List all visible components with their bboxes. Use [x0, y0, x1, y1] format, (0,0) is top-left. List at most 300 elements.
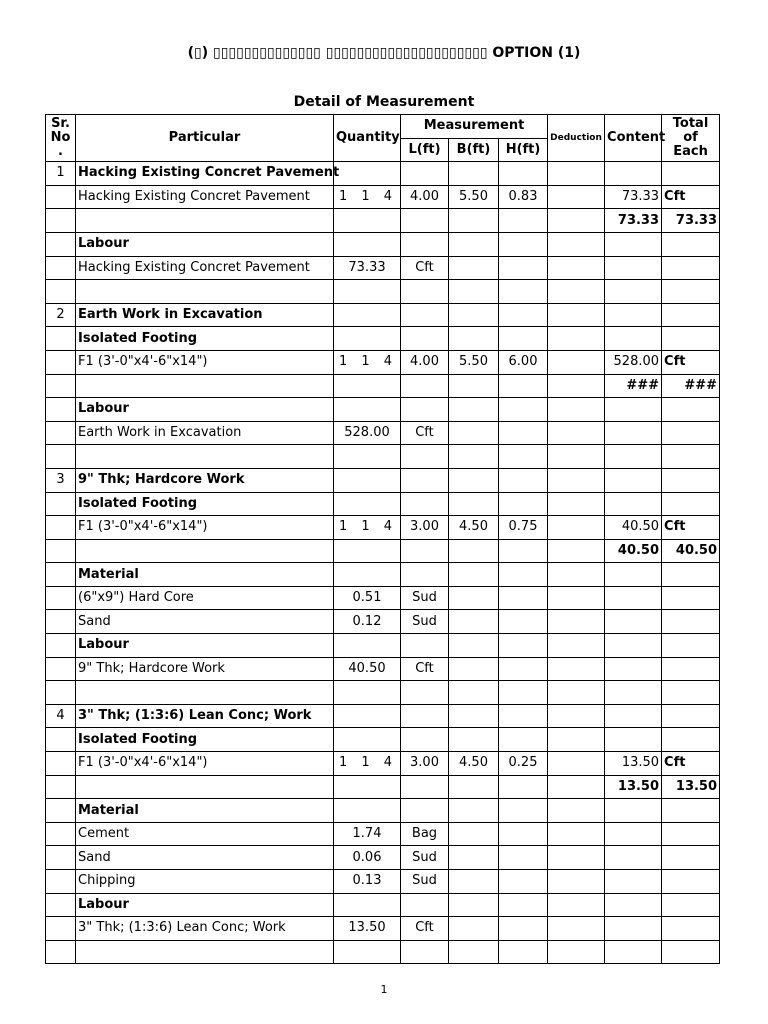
- sr-no-cell: [46, 657, 76, 681]
- total-cell: [662, 704, 720, 728]
- content-cell: [605, 492, 662, 516]
- table-row: [46, 468, 720, 492]
- content-cell: [605, 940, 662, 964]
- content-cell: [605, 280, 662, 304]
- quantity-factor: 1: [339, 519, 348, 535]
- breadth-cell: [449, 799, 499, 823]
- total-cell: [662, 657, 720, 681]
- height-cell: [499, 209, 548, 233]
- table-title: Detail of Measurement: [293, 94, 475, 110]
- height-cell: [499, 799, 548, 823]
- particular-cell: [76, 681, 334, 705]
- deduction-cell: [548, 539, 605, 563]
- deduction-cell: [548, 185, 605, 209]
- particular-cell: Sand: [76, 846, 334, 870]
- quantity-cell: [334, 398, 401, 422]
- length-cell: 3.00: [401, 516, 449, 540]
- height-cell: [499, 256, 548, 280]
- page-title: (▯) ▯▯▯▯▯▯▯▯▯▯▯▯▯▯ ▯▯▯▯▯▯▯▯▯▯▯▯▯▯▯▯▯▯▯▯▯ OPTION (1): [187, 45, 581, 61]
- content-cell: 40.50: [605, 539, 662, 563]
- table-row: [46, 374, 720, 398]
- quantity-cell: [334, 374, 401, 398]
- breadth-cell: [449, 893, 499, 917]
- total-cell: [662, 445, 720, 469]
- sr-no-cell: [46, 232, 76, 256]
- quantity-cell: 73.33: [334, 256, 401, 280]
- content-cell: [605, 893, 662, 917]
- particular-cell: Hacking Existing Concret Pavement: [76, 256, 334, 280]
- total-cell: [662, 799, 720, 823]
- table-row: [46, 681, 720, 705]
- sr-no-cell: [46, 822, 76, 846]
- height-cell: [499, 327, 548, 351]
- breadth-cell: [449, 374, 499, 398]
- quantity-factors: [336, 755, 398, 771]
- sr-no-cell: [46, 752, 76, 776]
- length-cell: [401, 445, 449, 469]
- quantity-cell: [334, 209, 401, 233]
- header-particular: Particular: [76, 115, 334, 162]
- quantity-factor: 4: [383, 519, 392, 535]
- breadth-cell: [449, 704, 499, 728]
- sr-no-cell: [46, 445, 76, 469]
- breadth-cell: [449, 398, 499, 422]
- height-cell: [499, 704, 548, 728]
- breadth-cell: 4.50: [449, 516, 499, 540]
- sr-no-cell: [46, 492, 76, 516]
- length-cell: 4.00: [401, 350, 449, 374]
- table-row: [46, 822, 720, 846]
- breadth-cell: [449, 162, 499, 186]
- particular-cell: [76, 209, 334, 233]
- table-row: [46, 586, 720, 610]
- height-cell: [499, 822, 548, 846]
- unit-cell: Sud: [401, 846, 449, 870]
- particular-cell: [76, 280, 334, 304]
- particular-cell: [76, 940, 334, 964]
- breadth-cell: [449, 468, 499, 492]
- table-row: [46, 350, 720, 374]
- length-cell: [401, 492, 449, 516]
- particular-cell: Labour: [76, 232, 334, 256]
- breadth-cell: [449, 209, 499, 233]
- deduction-cell: [548, 799, 605, 823]
- particular-cell: Hacking Existing Concret Pavement: [76, 185, 334, 209]
- quantity-cell: [334, 728, 401, 752]
- breadth-cell: [449, 280, 499, 304]
- total-cell: [662, 893, 720, 917]
- particular-cell: F1 (3'-0"x4'-6"x14"): [76, 516, 334, 540]
- sr-no-cell: [46, 374, 76, 398]
- particular-cell: [76, 374, 334, 398]
- content-cell: 13.50: [605, 752, 662, 776]
- deduction-cell: [548, 870, 605, 894]
- height-cell: [499, 232, 548, 256]
- height-cell: [499, 398, 548, 422]
- deduction-cell: [548, 516, 605, 540]
- particular-cell: (6"x9") Hard Core: [76, 586, 334, 610]
- breadth-cell: [449, 940, 499, 964]
- quantity-cell: [334, 752, 401, 776]
- sr-no-cell: [46, 799, 76, 823]
- height-cell: [499, 846, 548, 870]
- length-cell: [401, 728, 449, 752]
- sr-no-cell: [46, 870, 76, 894]
- deduction-cell: [548, 374, 605, 398]
- length-cell: [401, 634, 449, 658]
- header-sr-no: Sr. No .: [46, 115, 76, 162]
- sr-no-cell: 3: [46, 468, 76, 492]
- total-cell: [662, 822, 720, 846]
- quantity-factor: 1: [339, 755, 348, 771]
- content-cell: [605, 870, 662, 894]
- sr-no-cell: [46, 917, 76, 941]
- height-cell: [499, 728, 548, 752]
- content-cell: [605, 586, 662, 610]
- breadth-cell: [449, 822, 499, 846]
- content-cell: [605, 657, 662, 681]
- quantity-cell: [334, 516, 401, 540]
- unit-cell: Bag: [401, 822, 449, 846]
- total-cell: [662, 917, 720, 941]
- height-cell: [499, 280, 548, 304]
- deduction-cell: [548, 822, 605, 846]
- quantity-cell: [334, 445, 401, 469]
- sr-no-cell: [46, 586, 76, 610]
- total-cell: Cft: [662, 752, 720, 776]
- length-cell: [401, 563, 449, 587]
- quantity-cell: [334, 893, 401, 917]
- breadth-cell: [449, 327, 499, 351]
- breadth-cell: [449, 492, 499, 516]
- total-cell: [662, 563, 720, 587]
- total-cell: Cft: [662, 350, 720, 374]
- content-cell: [605, 327, 662, 351]
- quantity-factors: [336, 354, 398, 370]
- content-cell: [605, 445, 662, 469]
- breadth-cell: 4.50: [449, 752, 499, 776]
- table-row: [46, 327, 720, 351]
- deduction-cell: [548, 445, 605, 469]
- header-h: H(ft): [499, 138, 548, 162]
- content-cell: [605, 917, 662, 941]
- height-cell: [499, 539, 548, 563]
- length-cell: [401, 681, 449, 705]
- table-row: [46, 516, 720, 540]
- total-cell: [662, 492, 720, 516]
- height-cell: 6.00: [499, 350, 548, 374]
- height-cell: 0.75: [499, 516, 548, 540]
- quantity-cell: [334, 492, 401, 516]
- breadth-cell: [449, 586, 499, 610]
- total-cell: [662, 586, 720, 610]
- content-cell: [605, 162, 662, 186]
- quantity-cell: [334, 280, 401, 304]
- sr-no-cell: [46, 681, 76, 705]
- height-cell: [499, 657, 548, 681]
- total-cell: [662, 303, 720, 327]
- breadth-cell: [449, 846, 499, 870]
- quantity-cell: [334, 775, 401, 799]
- deduction-cell: [548, 162, 605, 186]
- deduction-cell: [548, 681, 605, 705]
- table-row: [46, 492, 720, 516]
- table-row: [46, 870, 720, 894]
- total-cell: 40.50: [662, 539, 720, 563]
- breadth-cell: 5.50: [449, 350, 499, 374]
- header-row: [46, 115, 720, 139]
- table-row: [46, 893, 720, 917]
- quantity-factor: 1: [339, 189, 348, 205]
- particular-cell: Labour: [76, 634, 334, 658]
- deduction-cell: [548, 893, 605, 917]
- quantity-cell: [334, 539, 401, 563]
- height-cell: [499, 775, 548, 799]
- table-row: [46, 940, 720, 964]
- unit-cell: Sud: [401, 586, 449, 610]
- deduction-cell: [548, 657, 605, 681]
- breadth-cell: [449, 634, 499, 658]
- sr-no-cell: [46, 516, 76, 540]
- table-row: [46, 610, 720, 634]
- particular-cell: Labour: [76, 893, 334, 917]
- sr-no-cell: [46, 209, 76, 233]
- table-row: [46, 799, 720, 823]
- breadth-cell: [449, 256, 499, 280]
- total-cell: [662, 421, 720, 445]
- page-number: 1: [380, 983, 388, 996]
- deduction-cell: [548, 209, 605, 233]
- breadth-cell: [449, 445, 499, 469]
- sr-no-cell: [46, 185, 76, 209]
- table-row: [46, 232, 720, 256]
- table-row: [46, 634, 720, 658]
- quantity-cell: [334, 799, 401, 823]
- deduction-cell: [548, 303, 605, 327]
- deduction-cell: [548, 563, 605, 587]
- deduction-cell: [548, 634, 605, 658]
- sr-no-cell: [46, 846, 76, 870]
- content-cell: 528.00: [605, 350, 662, 374]
- content-cell: [605, 563, 662, 587]
- breadth-cell: [449, 681, 499, 705]
- deduction-cell: [548, 917, 605, 941]
- deduction-cell: [548, 280, 605, 304]
- content-cell: [605, 610, 662, 634]
- total-cell: 73.33: [662, 209, 720, 233]
- quantity-cell: 0.12: [334, 610, 401, 634]
- sr-no-cell: [46, 350, 76, 374]
- total-cell: [662, 327, 720, 351]
- sr-no-cell: [46, 539, 76, 563]
- total-cell: [662, 610, 720, 634]
- header-quantity: Quantity: [334, 115, 401, 162]
- length-cell: [401, 209, 449, 233]
- deduction-cell: [548, 398, 605, 422]
- quantity-cell: [334, 303, 401, 327]
- sr-no-cell: [46, 398, 76, 422]
- deduction-cell: [548, 728, 605, 752]
- length-cell: [401, 303, 449, 327]
- quantity-cell: 0.51: [334, 586, 401, 610]
- quantity-cell: [334, 563, 401, 587]
- quantity-cell: [334, 468, 401, 492]
- quantity-cell: [334, 162, 401, 186]
- height-cell: [499, 610, 548, 634]
- content-cell: [605, 303, 662, 327]
- quantity-factor: 1: [361, 354, 370, 370]
- table-row: [46, 256, 720, 280]
- deduction-cell: [548, 752, 605, 776]
- sr-no-cell: 2: [46, 303, 76, 327]
- content-cell: 73.33: [605, 185, 662, 209]
- total-cell: [662, 232, 720, 256]
- total-cell: [662, 940, 720, 964]
- length-cell: 4.00: [401, 185, 449, 209]
- content-cell: [605, 846, 662, 870]
- measurement-table: [45, 114, 720, 964]
- breadth-cell: [449, 917, 499, 941]
- height-cell: 0.25: [499, 752, 548, 776]
- header-deduction: Deduction: [548, 115, 605, 162]
- content-cell: [605, 232, 662, 256]
- quantity-factor: 1: [361, 755, 370, 771]
- height-cell: [499, 586, 548, 610]
- header-content: Content: [605, 115, 662, 162]
- particular-cell: 3" Thk; (1:3:6) Lean Conc; Work: [76, 917, 334, 941]
- deduction-cell: [548, 586, 605, 610]
- quantity-cell: [334, 681, 401, 705]
- deduction-cell: [548, 940, 605, 964]
- length-cell: [401, 327, 449, 351]
- total-cell: [662, 468, 720, 492]
- deduction-cell: [548, 350, 605, 374]
- total-cell: [662, 870, 720, 894]
- unit-cell: Sud: [401, 870, 449, 894]
- height-cell: [499, 468, 548, 492]
- unit-cell: Cft: [401, 657, 449, 681]
- particular-cell: [76, 775, 334, 799]
- quantity-factor: 1: [361, 189, 370, 205]
- quantity-cell: [334, 940, 401, 964]
- table-row: [46, 539, 720, 563]
- table-row: [46, 846, 720, 870]
- table-row: [46, 445, 720, 469]
- deduction-cell: [548, 232, 605, 256]
- particular-cell: Material: [76, 799, 334, 823]
- table-row: [46, 398, 720, 422]
- header-measurement: Measurement: [401, 115, 548, 139]
- height-cell: [499, 162, 548, 186]
- quantity-cell: 0.06: [334, 846, 401, 870]
- deduction-cell: [548, 468, 605, 492]
- total-cell: [662, 728, 720, 752]
- breadth-cell: [449, 563, 499, 587]
- sr-no-cell: [46, 280, 76, 304]
- header-b: B(ft): [449, 138, 499, 162]
- content-cell: [605, 256, 662, 280]
- content-cell: [605, 634, 662, 658]
- table-row: [46, 775, 720, 799]
- particular-cell: Labour: [76, 398, 334, 422]
- breadth-cell: 5.50: [449, 185, 499, 209]
- height-cell: [499, 870, 548, 894]
- height-cell: [499, 940, 548, 964]
- height-cell: [499, 917, 548, 941]
- deduction-cell: [548, 775, 605, 799]
- quantity-cell: 528.00: [334, 421, 401, 445]
- total-cell: ###: [662, 374, 720, 398]
- table-row: [46, 162, 720, 186]
- height-cell: [499, 374, 548, 398]
- sr-no-cell: [46, 610, 76, 634]
- sr-no-cell: [46, 421, 76, 445]
- particular-cell: Material: [76, 563, 334, 587]
- particular-cell: [76, 539, 334, 563]
- table-row: [46, 752, 720, 776]
- quantity-cell: [334, 634, 401, 658]
- breadth-cell: [449, 870, 499, 894]
- total-cell: Cft: [662, 516, 720, 540]
- quantity-cell: [334, 350, 401, 374]
- particular-cell: Isolated Footing: [76, 492, 334, 516]
- sr-no-cell: 1: [46, 162, 76, 186]
- quantity-factor: 1: [339, 354, 348, 370]
- breadth-cell: [449, 539, 499, 563]
- length-cell: [401, 940, 449, 964]
- quantity-cell: [334, 327, 401, 351]
- content-cell: 73.33: [605, 209, 662, 233]
- quantity-cell: 13.50: [334, 917, 401, 941]
- breadth-cell: [449, 728, 499, 752]
- content-cell: [605, 421, 662, 445]
- deduction-cell: [548, 492, 605, 516]
- height-cell: [499, 634, 548, 658]
- table-row: [46, 280, 720, 304]
- deduction-cell: [548, 327, 605, 351]
- height-cell: [499, 303, 548, 327]
- header-total: Total of Each: [662, 115, 720, 162]
- table-row: [46, 704, 720, 728]
- content-cell: 13.50: [605, 775, 662, 799]
- table-row: [46, 728, 720, 752]
- length-cell: [401, 799, 449, 823]
- quantity-factor: 4: [383, 354, 392, 370]
- particular-cell: 9" Thk; Hardcore Work: [76, 468, 334, 492]
- unit-cell: Cft: [401, 256, 449, 280]
- sr-no-cell: [46, 728, 76, 752]
- content-cell: [605, 799, 662, 823]
- height-cell: 0.83: [499, 185, 548, 209]
- content-cell: [605, 728, 662, 752]
- total-cell: [662, 256, 720, 280]
- table-row: [46, 303, 720, 327]
- length-cell: [401, 775, 449, 799]
- quantity-cell: 40.50: [334, 657, 401, 681]
- height-cell: [499, 445, 548, 469]
- particular-cell: Earth Work in Excavation: [76, 303, 334, 327]
- particular-cell: 3" Thk; (1:3:6) Lean Conc; Work: [76, 704, 334, 728]
- table-row: [46, 563, 720, 587]
- length-cell: [401, 893, 449, 917]
- length-cell: [401, 468, 449, 492]
- table-row: [46, 657, 720, 681]
- height-cell: [499, 563, 548, 587]
- height-cell: [499, 421, 548, 445]
- header-l: L(ft): [401, 138, 449, 162]
- unit-cell: Sud: [401, 610, 449, 634]
- total-cell: [662, 280, 720, 304]
